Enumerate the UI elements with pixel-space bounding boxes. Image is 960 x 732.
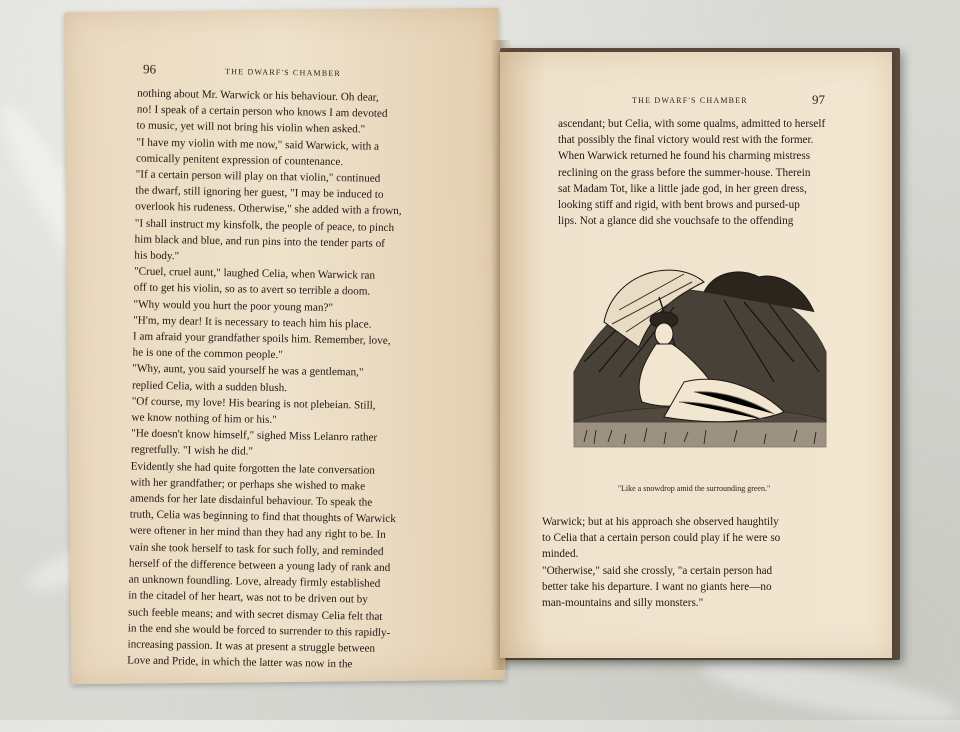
text-line: such feeble means; and with secret dismay Celia felt that	[127, 605, 383, 623]
text-line: overlook his rudeness. Otherwise," she added with a frown,	[135, 200, 402, 218]
right-page	[500, 52, 892, 658]
text-line: truth, Celia was beginning to find that thoughts of Warwick	[129, 508, 396, 526]
text-line: "He doesn't know himself," sighed Miss Lelanro rather	[131, 427, 378, 445]
text-line: were oftener in her mind than they had any right to be. In	[129, 524, 386, 542]
left-page-text	[127, 86, 487, 675]
text-line: off to get his violin, so as to avert so terrible a doom.	[133, 281, 371, 299]
text-line: lips. Not a glance did she vouchsafe to the offending	[558, 215, 794, 228]
illustration-woman-with-parasol	[564, 252, 834, 452]
text-line: "Of course, my love! His bearing is not plebeian. Still,	[131, 395, 376, 412]
text-line: "Otherwise," said she crossly, "a certain person had	[542, 564, 773, 577]
text-line: reclining on the grass before the summer-house. Therein	[558, 166, 811, 179]
text-line: to Celia that a certain person could play if he were so	[542, 532, 781, 545]
text-line: better take his departure. I want no giants here—no	[542, 580, 772, 593]
text-line: "Why, aunt, you said yourself he was a gentleman,"	[132, 362, 364, 379]
text-line: the dwarf, still ignoring her guest, "I may be induced to	[135, 184, 384, 202]
text-line: ascendant; but Celia, with some qualms, admitted to herself	[558, 118, 826, 130]
text-line: man-mountains and silly monsters."	[542, 597, 704, 610]
text-line: no! I speak of a certain person who knows I am devoted	[136, 103, 388, 121]
text-line: that possibly the final victory would rest with the former.	[558, 134, 814, 147]
page-number-left: 96	[142, 61, 157, 77]
text-line: "I have my violin with me now," said Warwick, with a	[136, 136, 380, 153]
text-line: vain she took herself to task for such folly, and reminded	[129, 541, 384, 558]
text-line: "Why would you hurt the poor young man?"	[133, 298, 334, 314]
running-head-right: THE DWARF'S CHAMBER	[632, 96, 748, 105]
page-number-right: 97	[812, 92, 825, 107]
text-line: looking stiff and rigid, with bent brows and pursed-up	[558, 199, 800, 212]
text-line: we know nothing of him or his."	[131, 411, 277, 427]
illustration-caption: "Like a snowdrop amid the surrounding green."	[617, 484, 771, 493]
text-line: increasing passion. It was at present a struggle between	[127, 638, 376, 655]
text-line: comically penitent expression of countenance.	[135, 152, 344, 168]
right-page-text-bottom	[542, 514, 862, 611]
text-line: "I shall instruct my kinsfolk, the people of peace, to pinch	[134, 217, 395, 234]
text-line: Warwick; but at his approach she observed haughtily	[542, 516, 779, 528]
text-line: him black and blue, and run pins into the tender parts of	[134, 233, 386, 250]
text-line: regretfully. "I wish he did."	[130, 443, 254, 459]
left-page	[64, 8, 505, 685]
text-line: When Warwick returned he found his charming mistress	[558, 150, 811, 163]
text-line: "Cruel, cruel aunt," laughed Celia, when Warwick ran	[133, 265, 376, 282]
right-page-text-top	[558, 116, 856, 229]
text-line: Love and Pride, in which the latter was now in the	[127, 654, 353, 671]
text-line: Evidently she had quite forgotten the late conversation	[130, 460, 375, 477]
text-line: he is one of the common people."	[132, 346, 283, 362]
text-line: replied Celia, with a sudden blush.	[131, 379, 288, 394]
text-line: in the end she would be forced to surrender to this rapidly-	[127, 622, 391, 639]
text-line: "If a certain person will play on that violin," continued	[135, 168, 381, 185]
text-line: in the citadel of her heart, was not to be driven out by	[128, 589, 368, 606]
text-line: his body."	[134, 249, 180, 263]
text-line: minded.	[542, 548, 579, 561]
text-line: I am afraid your grandfather spoils him. Remember, love,	[132, 330, 391, 348]
text-line: "H'm, my dear! It is necessary to teach him his place.	[133, 314, 372, 331]
text-line: with her grandfather; or perhaps she wished to make	[130, 476, 366, 493]
text-line: nothing about Mr. Warwick or his behaviour. Oh dear,	[137, 87, 379, 104]
text-line: an unknown foundling. Love, already firmly established	[128, 573, 381, 590]
text-line: amends for her late disdainful behaviour. To speak the	[129, 492, 373, 509]
text-line: herself of the difference between a young lady of rank and	[128, 557, 391, 574]
text-line: to music, yet will not bring his violin when asked."	[136, 119, 366, 136]
running-head-left: THE DWARF'S CHAMBER	[225, 66, 342, 79]
text-line: sat Madam Tot, like a little jade god, in her green dress,	[558, 182, 807, 195]
